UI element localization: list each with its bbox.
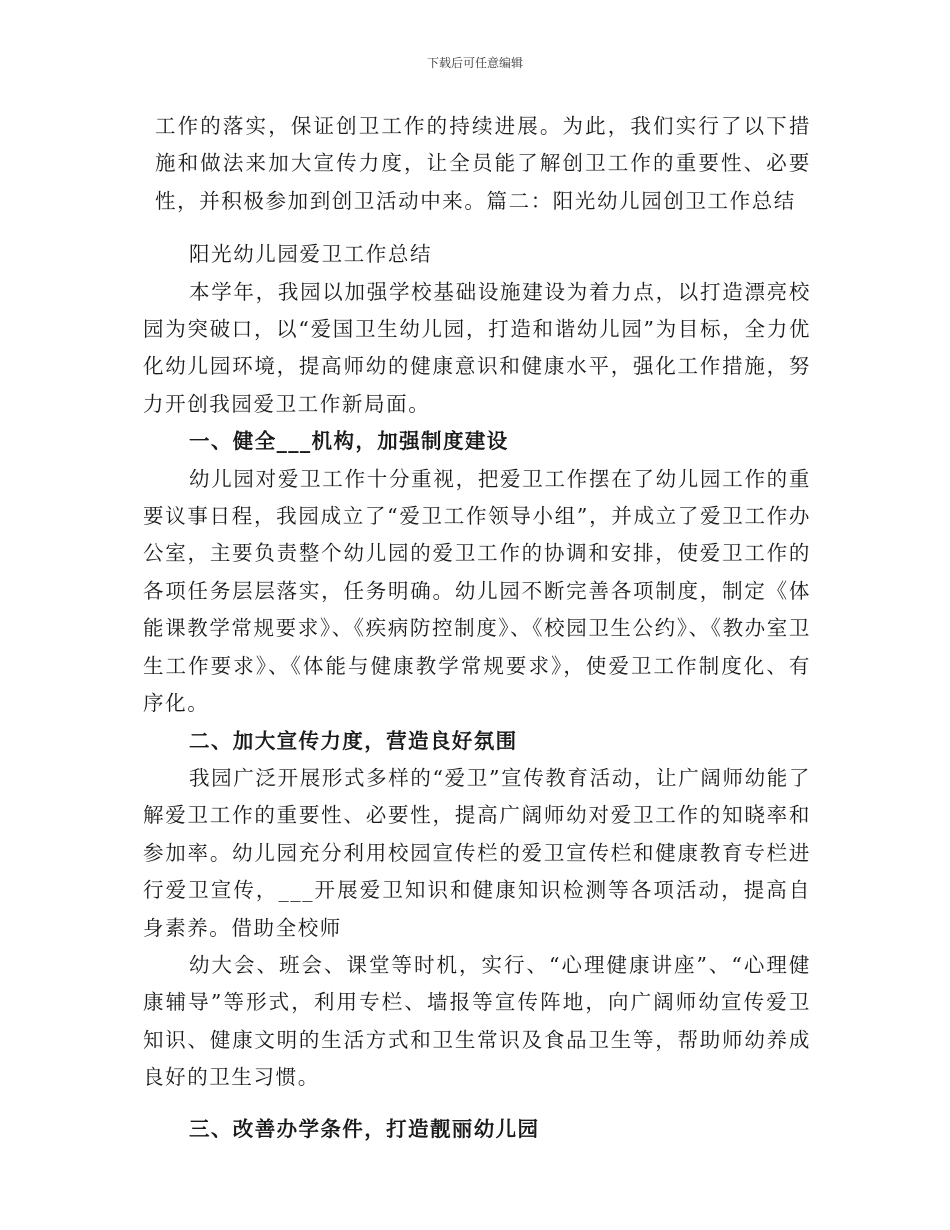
document-title: 阳光幼儿园爱卫工作总结	[189, 242, 433, 267]
intro-paragraph: 工作的落实，保证创卫工作的持续进展。为此，我们实行了以下措施和做法来加大宣传力度，让全员能了解创卫工作的重要性、必要性，并积极参加到创卫活动中来。篇二：阳光幼儿园创卫工作总结	[155, 114, 811, 213]
section-heading-2: 二、加大宣传力度，营造良好氛围	[189, 728, 518, 753]
paragraph-publicity: 我园广泛开展形式多样的“爱卫”宣传教育活动，让广阔师幼能了解爱卫工作的重要性、必要性，提高广阔师幼对爱卫工作的知晓率和参加率。幼儿园充分利用校园宣传栏的爱卫宣传栏和健康教育专栏进行爱卫宣传，___开展爱卫知识和健康知识检测等各项活动，提高自身素养。借助全校师	[143, 765, 811, 940]
section-heading-1: 一、健全___机构，加强制度建设	[189, 429, 509, 454]
page-header: 下载后可任意编辑	[426, 56, 523, 70]
document-body	[143, 108, 811, 1148]
paragraph-organization: 幼儿园对爱卫工作十分重视，把爱卫工作摆在了幼儿园工作的重要议事日程，我园成立了“爱卫工作领导小组”，并成立了爱卫工作办公室，主要负责整个幼儿园的爱卫工作的协调和安排，使爱卫工作的各项任务层层落实，任务明确。幼儿园不断完善各项制度，制定《体能课教学常规要求》、《疾病防控制度》、《校园卫生公约》、《教办室卫生工作要求》、《体能与健康教学常规要求》，使爱卫工作制度化、有序化。	[143, 466, 811, 716]
section-heading-3: 三、改善办学条件，打造靓丽幼儿园	[189, 1116, 540, 1141]
paragraph-overview: 本学年，我园以加强学校基础设施建设为着力点，以打造漂亮校园为突破口，以“爱国卫生幼儿园，打造和谐幼儿园”为目标，全力优化幼儿园环境，提高师幼的健康意识和健康水平，强化工作措施，努力开创我园爱卫工作新局面。	[143, 279, 811, 416]
paragraph-publicity-continued: 幼大会、班会、课堂等时机，实行、“心理健康讲座”、“心理健康辅导”等形式，利用专栏、墙报等宣传阵地，向广阔师幼宣传爱卫知识、健康文明的生活方式和卫生常识及食品卫生等，帮助师幼养成良好的卫生习惯。	[143, 952, 811, 1090]
